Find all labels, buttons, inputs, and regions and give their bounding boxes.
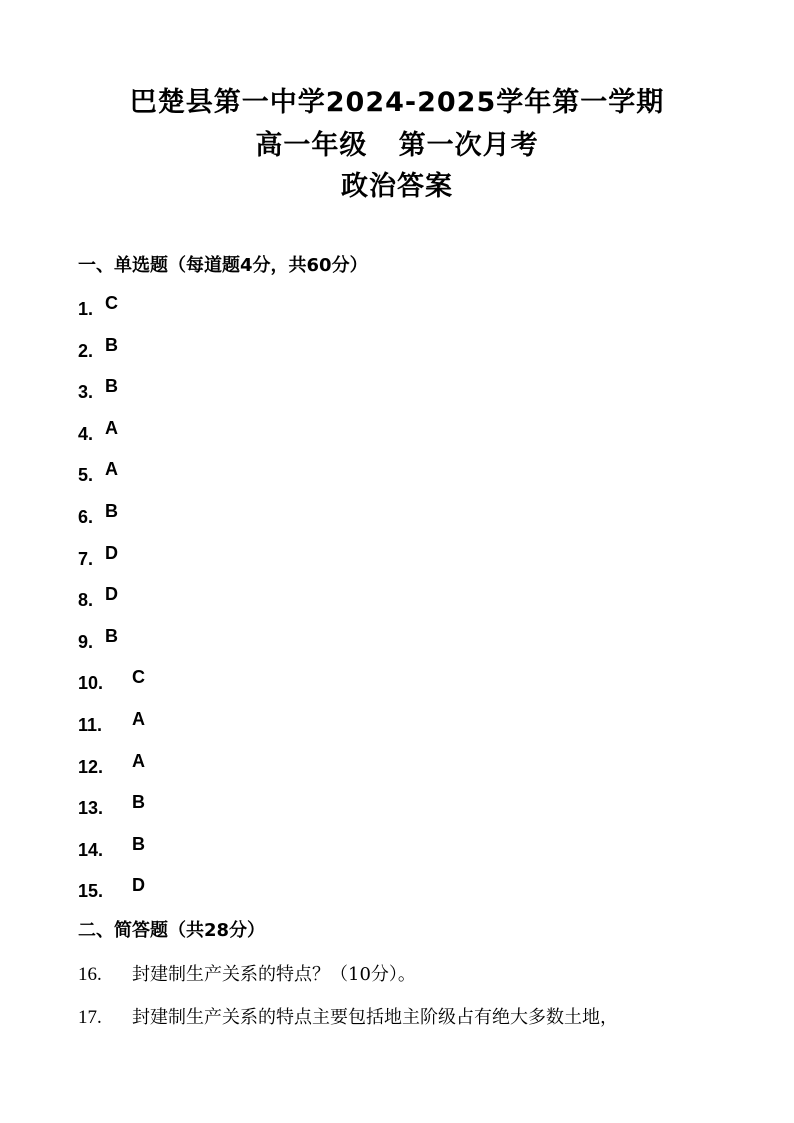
question-number: 3. xyxy=(78,382,94,403)
answer-letter: D xyxy=(132,875,145,896)
question-number: 12. xyxy=(78,756,104,777)
answer-letter: B xyxy=(105,334,118,355)
question-number: 8. xyxy=(78,590,94,611)
section-heading-short-answer: 二、简答题（共28分） xyxy=(78,920,266,941)
question-text: 封建制生产关系的特点？（10分）。 xyxy=(132,964,416,985)
question-number: 14. xyxy=(78,839,104,860)
answer-letter: B xyxy=(132,792,145,813)
answer-letter: B xyxy=(132,833,145,854)
answer-letter: A xyxy=(105,417,118,438)
section-heading-multiple-choice: 一、单选题（每道题4分，共60分） xyxy=(78,255,368,276)
question-number: 4. xyxy=(78,423,94,444)
answer-letter: B xyxy=(105,625,118,646)
answer-letter: A xyxy=(132,708,145,729)
answer-letter: B xyxy=(105,500,118,521)
short-answer-question xyxy=(78,960,416,986)
answer-letter: D xyxy=(105,584,118,605)
question-number: 15. xyxy=(78,881,104,902)
question-number: 6. xyxy=(78,506,94,527)
exam-title-grade: 高一年级 第一次月考 xyxy=(255,130,539,161)
question-number: 13. xyxy=(78,798,104,819)
question-text: 封建制生产关系的特点主要包括地主阶级占有绝大多数土地， xyxy=(132,1007,618,1028)
answer-letter: A xyxy=(132,750,145,771)
question-number: 2. xyxy=(78,340,94,361)
question-number: 16. xyxy=(78,964,102,985)
question-number: 11. xyxy=(78,714,103,735)
answer-letter: D xyxy=(105,542,118,563)
question-number: 17. xyxy=(78,1007,102,1028)
question-number: 7. xyxy=(78,548,94,569)
short-answer-question xyxy=(78,1003,618,1029)
exam-title-subject: 政治答案 xyxy=(341,171,453,202)
answer-letter: C xyxy=(105,293,118,313)
answer-letter: A xyxy=(105,459,118,480)
question-number: 9. xyxy=(78,631,94,652)
exam-title-school: 巴楚县第一中学2024-2025学年第一学期 xyxy=(129,87,665,118)
question-number: 5. xyxy=(78,465,94,486)
answer-letter: C xyxy=(132,667,145,688)
answer-letter: B xyxy=(105,376,118,397)
question-number: 1. xyxy=(78,299,94,319)
question-number: 10. xyxy=(78,673,104,694)
